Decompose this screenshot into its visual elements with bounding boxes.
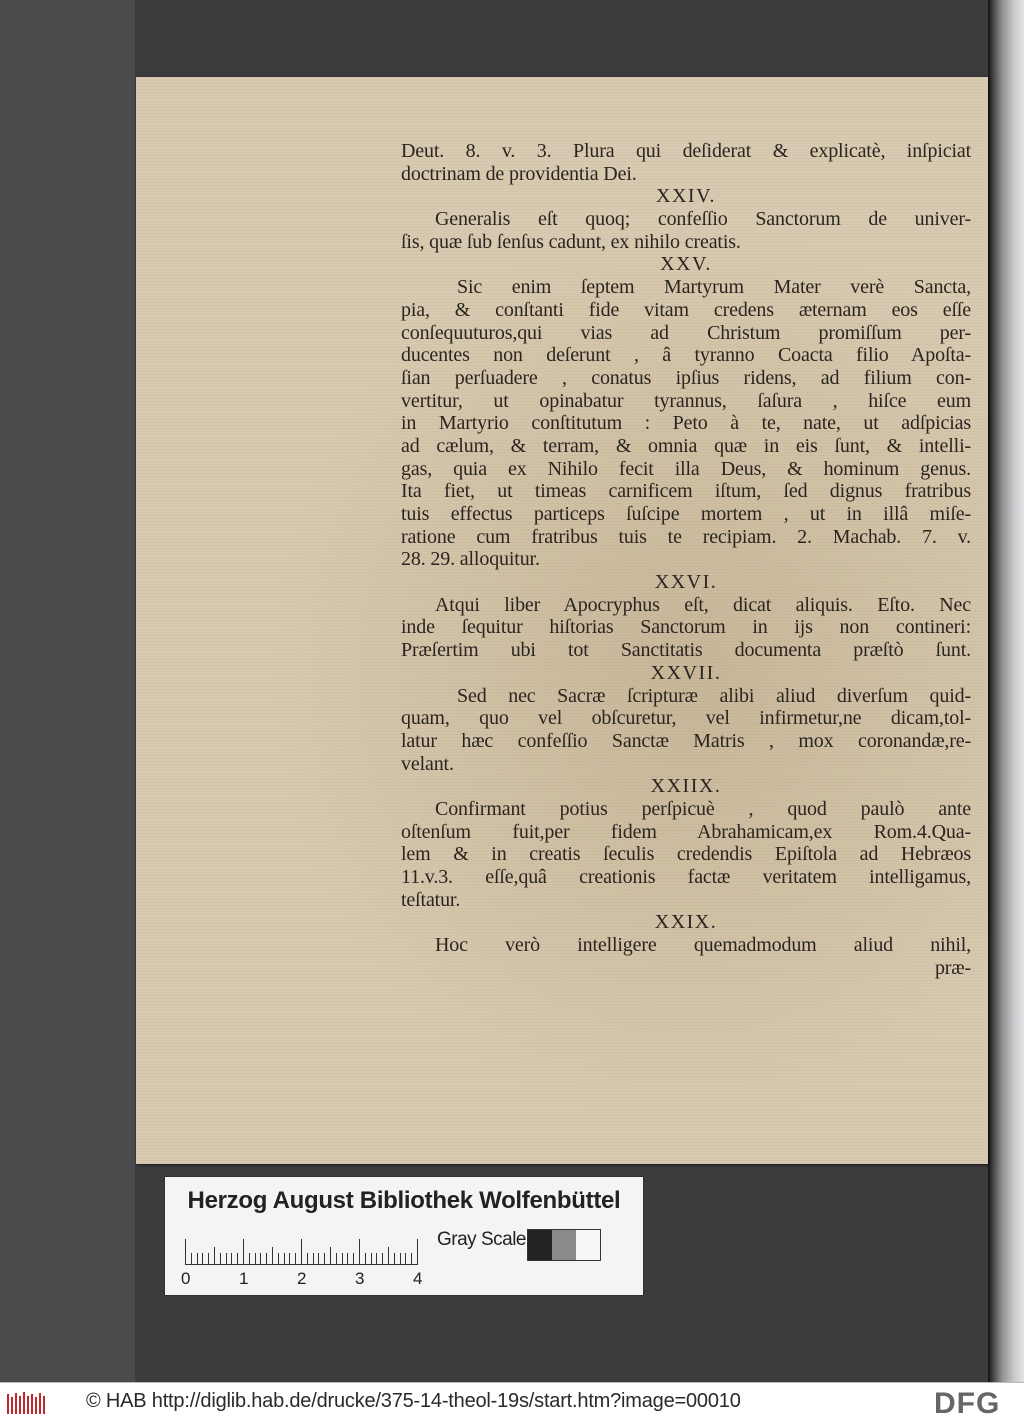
ruler-tick — [185, 1239, 186, 1265]
ruler-tick — [330, 1247, 331, 1265]
ruler-tick — [260, 1253, 261, 1265]
text-line: XXIV. — [656, 185, 716, 208]
dfg-logo: DFG — [934, 1387, 1001, 1420]
text-line: Confirmant potius perſpicuè , quod paulò ante — [435, 797, 971, 820]
ruler-tick — [249, 1253, 250, 1265]
text-line: ſian perſuadere , conatus ipſius ridens, ad filium con- — [401, 366, 971, 389]
page-text — [401, 140, 971, 979]
text-line: XXV. — [660, 253, 712, 276]
ruler-tick — [400, 1253, 401, 1265]
text-line: XXIIX. — [650, 775, 722, 798]
text-line: XXVI. — [654, 571, 718, 594]
ruler-tick — [266, 1253, 267, 1265]
text-line: teſtatur. — [401, 888, 461, 911]
ruler-tick — [371, 1253, 372, 1265]
ruler-number: 0 — [181, 1269, 191, 1288]
ruler-tick — [411, 1253, 412, 1265]
ruler-tick — [214, 1247, 215, 1265]
hab-logo-icon — [6, 1391, 46, 1417]
copyright-url: © HAB http://diglib.hab.de/drucke/375-14-theol-19s/start.htm?image=00010 — [86, 1390, 741, 1412]
ruler-tick — [231, 1253, 232, 1265]
ruler-tick — [202, 1253, 203, 1265]
text-line: latur hæc confeſſio Sanctæ Matris , mox coronandæ,re- — [401, 729, 971, 752]
ruler — [185, 1235, 425, 1265]
text-line: 11.v.3. eſſe,quâ creationis factæ veritatem intelligamus, — [401, 866, 971, 888]
ruler-tick — [208, 1253, 209, 1265]
ruler-tick — [318, 1253, 319, 1265]
ruler-tick — [255, 1253, 256, 1265]
ruler-tick — [382, 1253, 383, 1265]
text-line: pia, & conſtanti fide vitam credens æternam eos eſſe — [401, 298, 971, 321]
gray-swatch — [528, 1230, 552, 1260]
ruler-number: 4 — [413, 1269, 423, 1288]
text-line: ducentes non deſerunt , â tyranno Coacta filio Apoſta- — [401, 344, 971, 367]
ruler-tick — [353, 1253, 354, 1265]
ruler-tick — [417, 1239, 418, 1265]
ruler-tick — [394, 1253, 395, 1265]
text-line: XXIX. — [654, 911, 718, 934]
gray-scale-label: Gray Scale — [437, 1229, 526, 1250]
ruler-tick — [191, 1253, 192, 1265]
text-line: ad cælum, & terram, & omnia quæ in eis ſunt, & intelli- — [401, 434, 971, 457]
ruler-tick — [197, 1253, 198, 1265]
text-line: Deut. 8. v. 3. Plura qui deſiderat & explicatè, inſpiciat — [401, 140, 971, 162]
ruler-tick — [359, 1239, 360, 1265]
gray-swatch — [576, 1230, 600, 1260]
text-line: Ita fiet, ut timeas carnificem iſtum, ſed dignus fratribus — [401, 480, 971, 503]
text-line: Hoc verò intelligere quemadmodum aliud nihil, — [435, 934, 971, 957]
ruler-tick — [347, 1253, 348, 1265]
ruler-tick — [376, 1253, 377, 1265]
text-line: Generalis eſt quoq; confeſſio Sanctorum de univer- — [435, 208, 971, 231]
ruler-tick — [237, 1253, 238, 1265]
ruler-tick — [220, 1253, 221, 1265]
ruler-tick — [313, 1253, 314, 1265]
text-line: tuis effectus particeps ſuſcipe mortem , ut in illâ miſe- — [401, 503, 971, 525]
ruler-number: 1 — [239, 1269, 249, 1288]
ruler-number: 2 — [297, 1269, 307, 1288]
library-name: Herzog August Bibliothek Wolfenbüttel — [187, 1187, 621, 1214]
text-line: Sic enim ſeptem Martyrum Mater verè Sancta, — [457, 276, 971, 299]
ruler-tick — [226, 1253, 227, 1265]
ruler-tick — [342, 1253, 343, 1265]
text-line: ratione cum fratribus tuis te recipiam. 2. Machab. 7. v. — [401, 525, 971, 548]
ruler-tick — [284, 1253, 285, 1265]
text-line: oſtenſum fuit,per fidem Abrahamicam,ex Rom.4.Qua- — [401, 820, 971, 843]
text-line: Sed nec Sacræ ſcripturæ alibi aliud diverſum quid- — [457, 684, 971, 707]
ruler-tick — [243, 1239, 244, 1265]
gray-scale-swatches — [527, 1229, 601, 1261]
text-line: in Martyrio conſtitutum : Peto à te, nate, ut adſpicias — [401, 412, 971, 435]
gray-swatch — [552, 1230, 576, 1260]
text-line: lem & in creatis ſeculis credendis Epiſtola ad Hebræos — [401, 843, 971, 866]
ruler-tick — [307, 1253, 308, 1265]
text-line: quam, quo vel obſcuretur, vel infirmetur,ne dicam,tol- — [401, 707, 971, 730]
text-line: inde ſequitur hiſtorias Sanctorum in ijs non contineri: — [401, 616, 971, 639]
ruler-tick — [324, 1253, 325, 1265]
footer-bar — [0, 1382, 1024, 1424]
ruler-tick — [295, 1253, 296, 1265]
text-line: Præſertim ubi tot Sanctitatis documenta præſtò ſunt. — [401, 639, 971, 662]
ruler-tick — [272, 1247, 273, 1265]
text-line: doctrinam de providentia Dei. — [401, 162, 637, 185]
ruler-tick — [405, 1253, 406, 1265]
library-label — [165, 1177, 643, 1295]
text-line: Atqui liber Apocryphus eſt, dicat aliquis. Eſto. Nec — [435, 593, 971, 616]
text-line: 28. 29. alloquitur. — [401, 548, 540, 571]
text-line: præ- — [934, 956, 971, 979]
text-line: gas, quia ex Nihilo fecit illa Deus, & hominum genus. — [401, 457, 971, 480]
ruler-tick — [289, 1253, 290, 1265]
ruler-tick — [365, 1253, 366, 1265]
text-line: conſequuturos,qui vias ad Christum promiſſum per- — [401, 321, 971, 344]
ruler-tick — [336, 1253, 337, 1265]
text-line: vertitur, ut opinabatur tyrannus, ſaſura , hiſce eum — [401, 389, 971, 412]
document-page — [136, 77, 988, 1164]
ruler-tick — [388, 1247, 389, 1265]
text-line: ſis, quæ ſub ſenſus cadunt, ex nihilo creatis. — [401, 230, 741, 253]
ruler-tick — [278, 1253, 279, 1265]
text-line: XXVII. — [650, 661, 722, 684]
scanner-background-right — [990, 0, 1024, 1382]
ruler-number: 3 — [355, 1269, 365, 1288]
ruler-tick — [301, 1239, 302, 1265]
text-line: velant. — [401, 752, 454, 775]
